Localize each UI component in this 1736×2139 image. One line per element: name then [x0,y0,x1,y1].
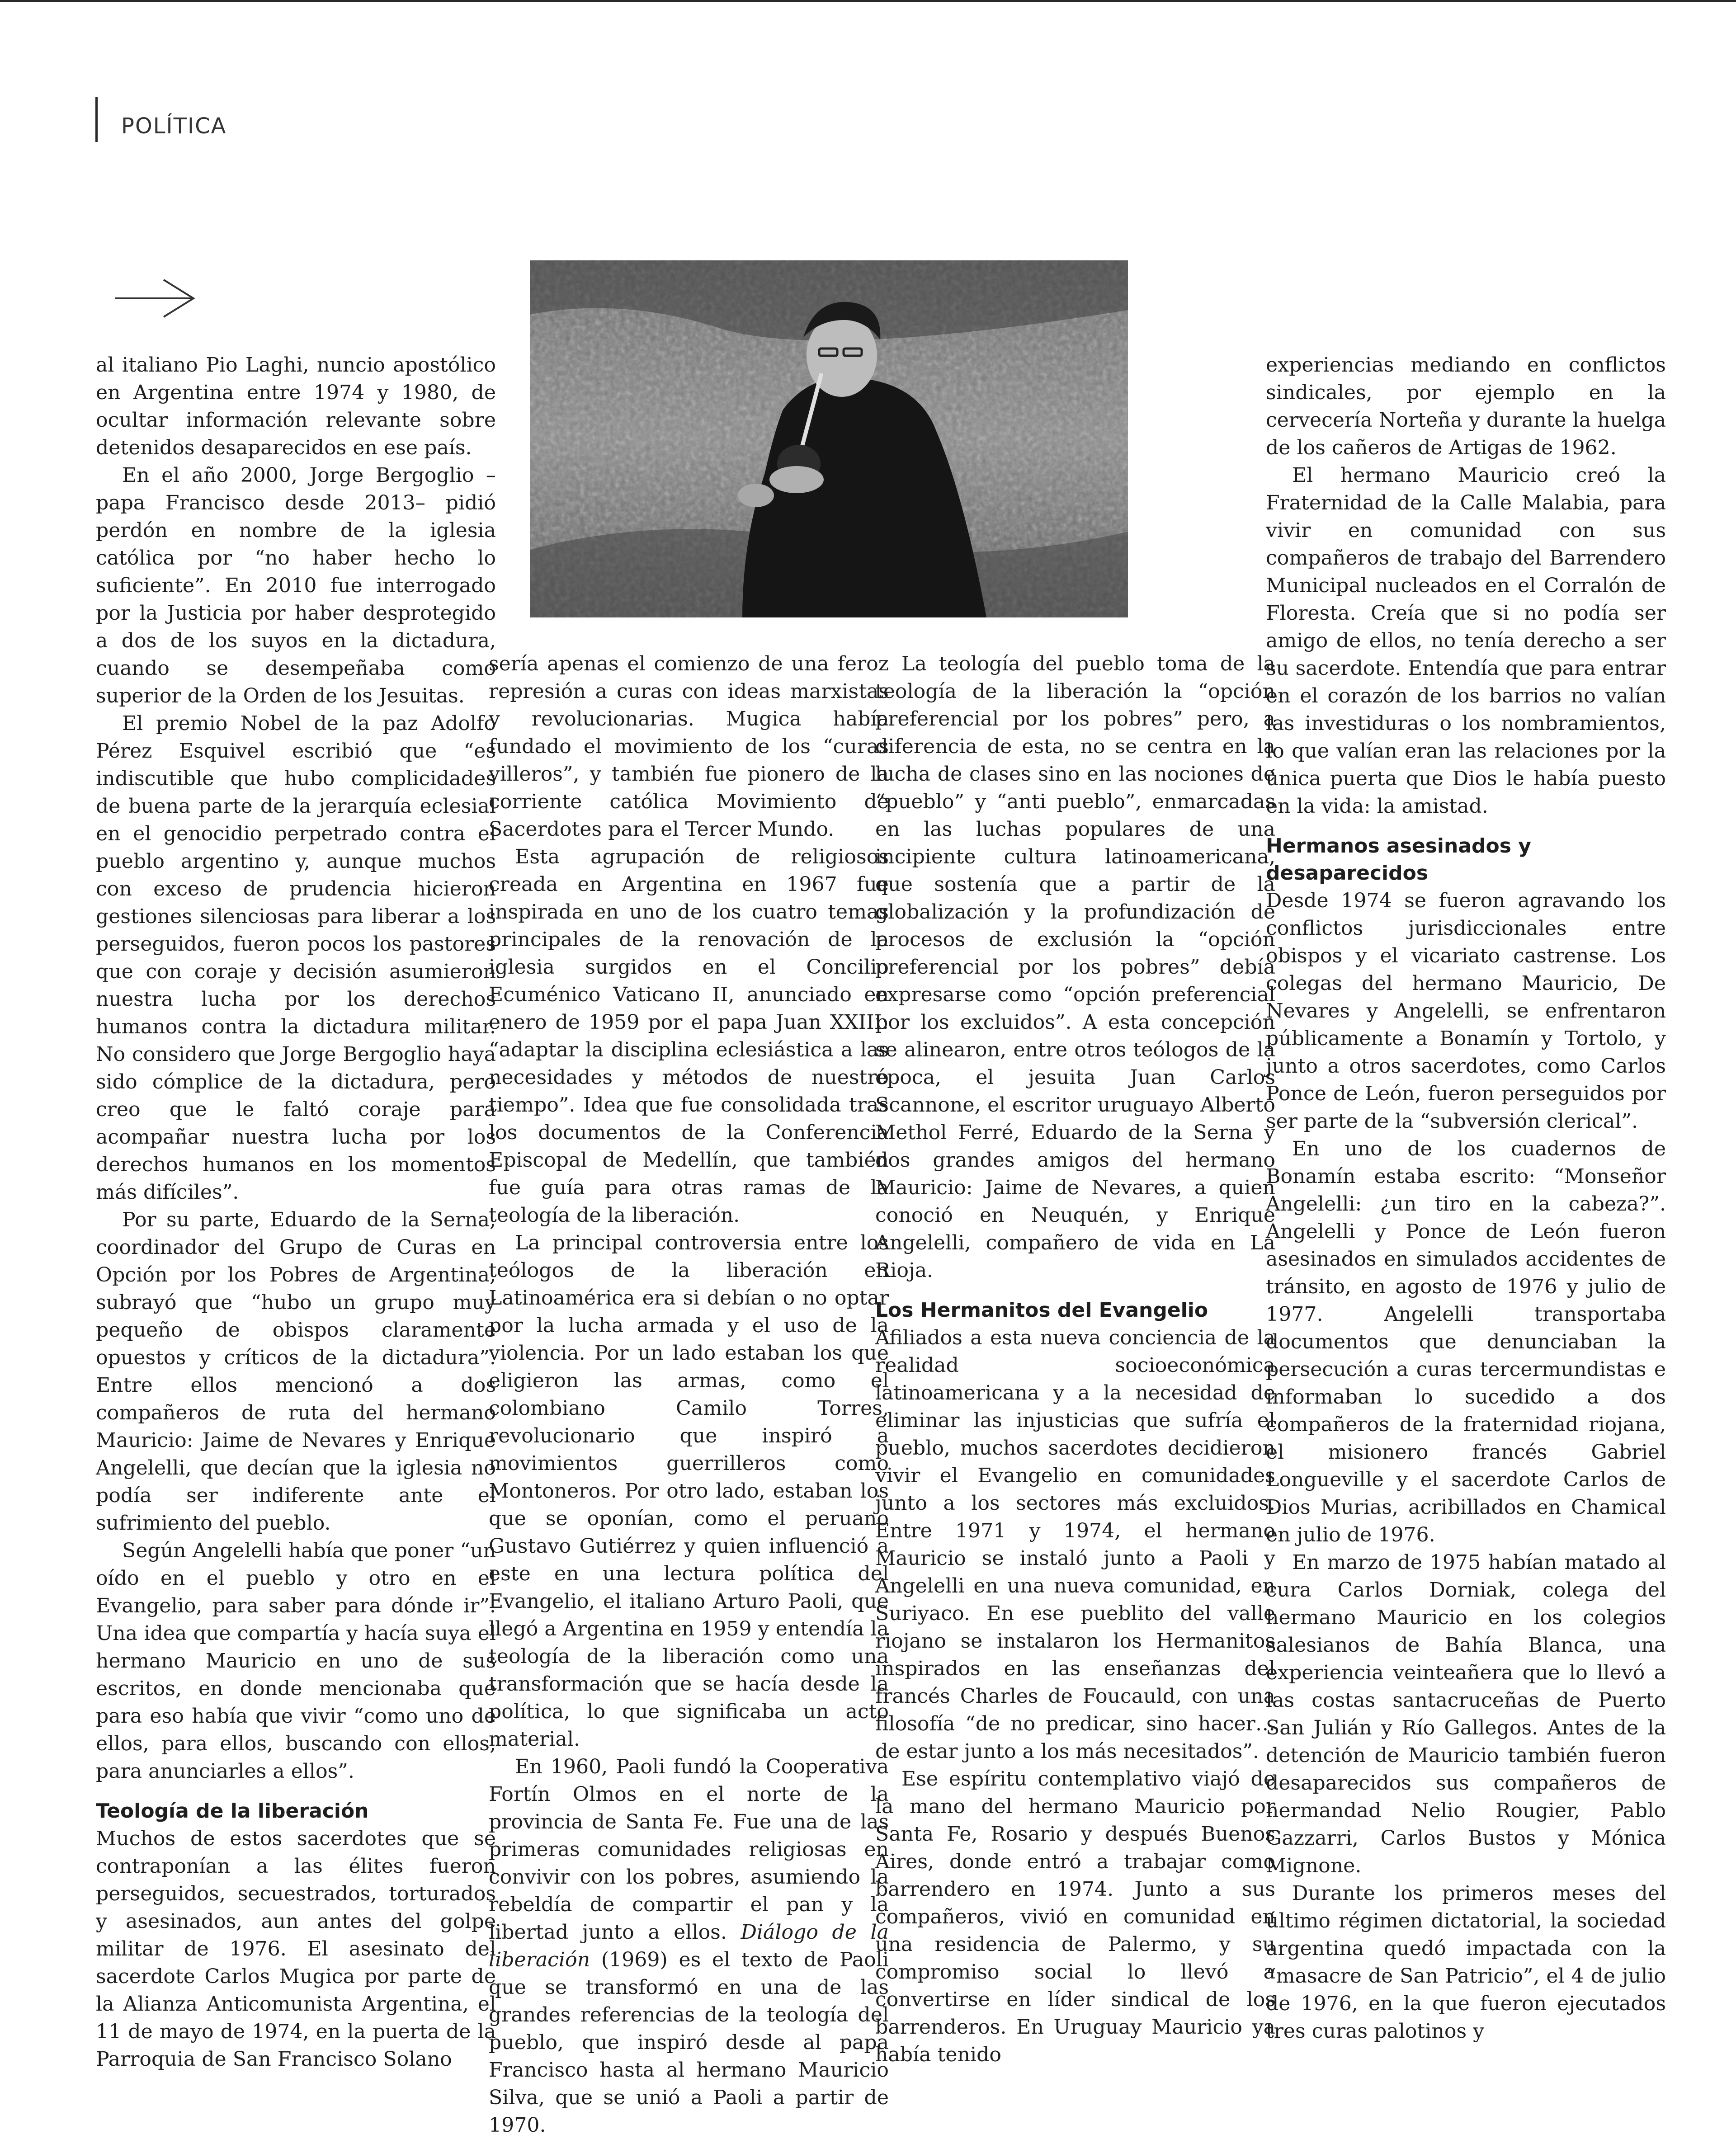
paragraph: Afiliados a esta nueva conciencia de la realidad socioeconómica latinoamericana y a la necesidad de eliminar las injusticias que sufría el pueblo, muchos sacerdotes decidieron vivir el Evangelio en comunidades junto a los sectores más excluidos. Entre 1971 y 1974, el hermano Mauricio se instaló junto a Paoli y Angelelli en una nueva comunidad, en Suriyaco. En ese pueblito del valle riojano se instalaron los Hermanitos inspirados en las enseñanzas del francés Charles de Foucauld, con una filosofía “de no predicar, sino hacer… de estar junto a los más necesitados”. [875,1326,1275,1763]
article-column-3 [875,650,1275,2068]
article-column-1 [96,351,496,2073]
section-label: POLÍTICA [121,113,227,139]
paragraph: La teología del pueblo toma de la teología de la liberación la “opción preferencial por los pobres” pero, a diferencia de esta, no se centra en la lucha de clases sino en las nociones de “pueblo” y “anti pueblo”, enmarcadas en las luchas populares de una incipiente cultura latinoamericana, que sostenía que a partir de la globalización y la profundización de procesos de exclusión la “opción preferencial por los pobres” debía expresarse como “opción preferencial por los excluidos”. A esta concepción se alinearon, entre otros teólogos de la época, el jesuita Juan Carlos Scannone, el escritor uruguayo Alberto Methol Ferré, Eduardo de la Serna y dos grandes amigos del hermano Mauricio: Jaime de Nevares, a quien conoció en Neuquén, y Enrique Angelelli, compañero de vida en La Rioja. [875,652,1275,1282]
book-title: Diálogo de la liberación [489,1921,889,1971]
paragraph [489,1753,889,2139]
paragraph: Durante los primeros meses del último régimen dictatorial, la sociedad argentina quedó impactada con la “masacre de San Patricio”, el 4 de julio de 1976, en la que fueron ejecutados tres curas palotinos y [1266,1882,1666,2043]
continuation-arrow-icon [115,278,196,319]
paragraph: El premio Nobel de la paz Adolfo Pérez Esquivel escribió que “es indiscutible que hubo complicidades de buena parte de la jerarquía eclesial en el genocidio perpetrado contra el pueblo argentino y, aunque muchos con exceso de prudencia hicieron gestiones silenciosas para liberar a los perseguidos, fueron pocos los pastores que con coraje y decisión asumieron nuestra lucha por los derechos humanos contra la dictadura militar. No considero que Jorge Bergoglio haya sido cómplice de la dictadura, pero creo que le faltó coraje para acompañar nuestra lucha por los derechos humanos en los momentos más difíciles”. [96,712,496,1204]
paragraph: Por su parte, Eduardo de la Serna, coordinador del Grupo de Curas en Opción por los Pobres de Argentina, subrayó que “hubo un grupo muy pequeño de obispos claramente opuestos y críticos de la dictadura”. Entre ellos mencionó a dos compañeros de ruta del hermano Mauricio: Jaime de Nevares y Enrique Angelelli, que decían que la iglesia no podía ser indiferente ante el sufrimiento del pueblo. [96,1208,496,1535]
article-column-4 [1266,351,1666,2045]
article-column-2 [489,650,889,2139]
section-marker [95,97,98,142]
paragraph-text: En 1960, Paoli fundó la Cooperativa Fortín Olmos en el norte de la provincia de Santa Fe. Fue una de las primeras comunidades religiosas en convivir con los pobres, asumiendo la rebeldía de compartir el pan y la libertad junto a ellos. [489,1755,889,1944]
paragraph: Desde 1974 se fueron agravando los conflictos jurisdiccionales entre obispos y el vicariato castrense. Los colegas del hermano Mauricio, De Nevares y Angelelli, se enfrentaron públicamente a Bonamín y Tortolo, y junto a otros sacerdotes, como Carlos Ponce de León, fueron perseguidos por ser parte de la “subversión clerical”. [1266,889,1666,1133]
paragraph: En marzo de 1975 habían matado al cura Carlos Dorniak, colega del hermano Mauricio en los colegios salesianos de Bahía Blanca, una experiencia veinteañera que lo llevó a las costas santacruceñas de Puerto San Julián y Río Gallegos. Antes de la detención de Mauricio también fueron desaparecidos sus compañeros de hermandad Nelio Rougier, Pablo Gazzarri, Carlos Bustos y Mónica Mignone. [1266,1551,1666,1877]
paragraph: al italiano Pio Laghi, nuncio apostólico en Argentina entre 1974 y 1980, de ocultar información relevante sobre detenidos desaparecidos en ese país. [96,353,496,459]
paragraph: La principal controversia entre los teólogos de la liberación en Latinoamérica era si debían o no optar por la lucha armada y el uso de la violencia. Por un lado estaban los que eligieron las armas, como el colombiano Camilo Torres, revolucionario que inspiró a movimientos guerrilleros como Montoneros. Por otro lado, estaban los que se oponían, como el peruano Gustavo Gutiérrez y quien influenció a este en una lectura política del Evangelio, el italiano Arturo Paoli, que llegó a Argentina en 1959 y entendía la teología de la liberación como una transformación que se hacía desde la política, lo que significaba un acto material. [489,1231,889,1751]
paragraph: Esta agrupación de religiosos creada en Argentina en 1967 fue inspirada en uno de los cuatro temas principales de la renovación de la iglesia surgidos en el Concilio Ecuménico Vaticano II, anunciado en enero de 1959 por el papa Juan XXIII: “adaptar la disciplina eclesiástica a las necesidades y métodos de nuestro tiempo”. Idea que fue consolidada tras los documentos de la Conferencia Episcopal de Medellín, que también fue guía para otras ramas de la teología de la liberación. [489,845,889,1227]
subheading: Teología de la liberación [96,1800,369,1823]
subheading: Los Hermanitos del Evangelio [875,1299,1208,1322]
paragraph: En uno de los cuadernos de Bonamín estaba escrito: “Monseñor Angelelli: ¿un tiro en la cabeza?”. Angelelli y Ponce de León fueron asesinados en simulados accidentes de tránsito, en agosto de 1976 y julio de 1977. Angelelli transportaba documentos que denunciaban la persecución a curas tercermundistas e informaban lo sucedido a dos compañeros de la fraternidad riojana, el misionero francés Gabriel Longueville y el sacerdote Carlos de Dios Murias, acribillados en Chamical en julio de 1976. [1266,1137,1666,1546]
paragraph: experiencias mediando en conflictos sindicales, por ejemplo en la cervecería Norteña y durante la huelga de los cañeros de Artigas de 1962. [1266,353,1666,459]
paragraph-text: (1969) es el texto de Paoli que se transformó en una de las grandes referencias de la teología del pueblo, que inspiró desde al papa Francisco hasta al hermano Mauricio Silva, que se unió a Paoli a partir de 1970. [489,1948,889,2137]
paragraph: El hermano Mauricio creó la Fraternidad de la Calle Malabia, para vivir en comunidad con sus compañeros de trabajo del Barrendero Municipal nucleados en el Corralón de Floresta. Creía que si no podía ser amigo de ellos, no tenía derecho a ser su sacerdote. Entendía que para entrar en el corazón de los barrios no valían las investiduras o los nombramientos, lo que valían eran las relaciones por la única puerta que Dios le había puesto en la vida: la amistad. [1266,464,1666,818]
top-rule [0,0,1736,2]
paragraph: Muchos de estos sacerdotes que se contraponían a las élites fueron perseguidos, secuestrados, torturados y asesinados, aun antes del golpe militar de 1976. El asesinato del sacerdote Carlos Mugica por parte de la Alianza Anticomunista Argentina, el 11 de mayo de 1974, en la puerta de la Parroquia de San Francisco Solano [96,1827,496,2071]
subheading: Hermanos asesinados y desaparecidos [1266,834,1531,885]
paragraph: Según Angelelli había que poner “un oído en el pueblo y otro en el Evangelio, para saber para dónde ir”. Una idea que compartía y hacía suya el hermano Mauricio en uno de sus escritos, en donde mencionaba que para eso había que vivir “como uno de ellos, para ellos, buscando con ellos, para anunciarles a ellos”. [96,1539,496,1783]
paragraph: Ese espíritu contemplativo viajó de la mano del hermano Mauricio por Santa Fe, Rosario y después Buenos Aires, donde entró a trabajar como barrendero en 1974. Junto a sus compañeros, vivió en comunidad en una residencia de Palermo, y su compromiso social lo llevó a convertirse en líder sindical de los barrenderos. En Uruguay Mauricio ya había tenido [875,1767,1275,2066]
article-photo [530,260,1128,617]
paragraph: sería apenas el comienzo de una feroz represión a curas con ideas marxistas y revolucionarias. Mugica había fundado el movimiento de los “curas villeros”, y también fue pionero de la corriente católica Movimiento de Sacerdotes para el Tercer Mundo. [489,652,889,841]
paragraph: En el año 2000, Jorge Bergoglio –papa Francisco desde 2013– pidió perdón en nombre de la iglesia católica por “no haber hecho lo suficiente”. En 2010 fue interrogado por la Justicia por haber desprotegido a dos de los suyos en la dictadura, cuando se desempeñaba como superior de la Orden de los Jesuitas. [96,464,496,707]
